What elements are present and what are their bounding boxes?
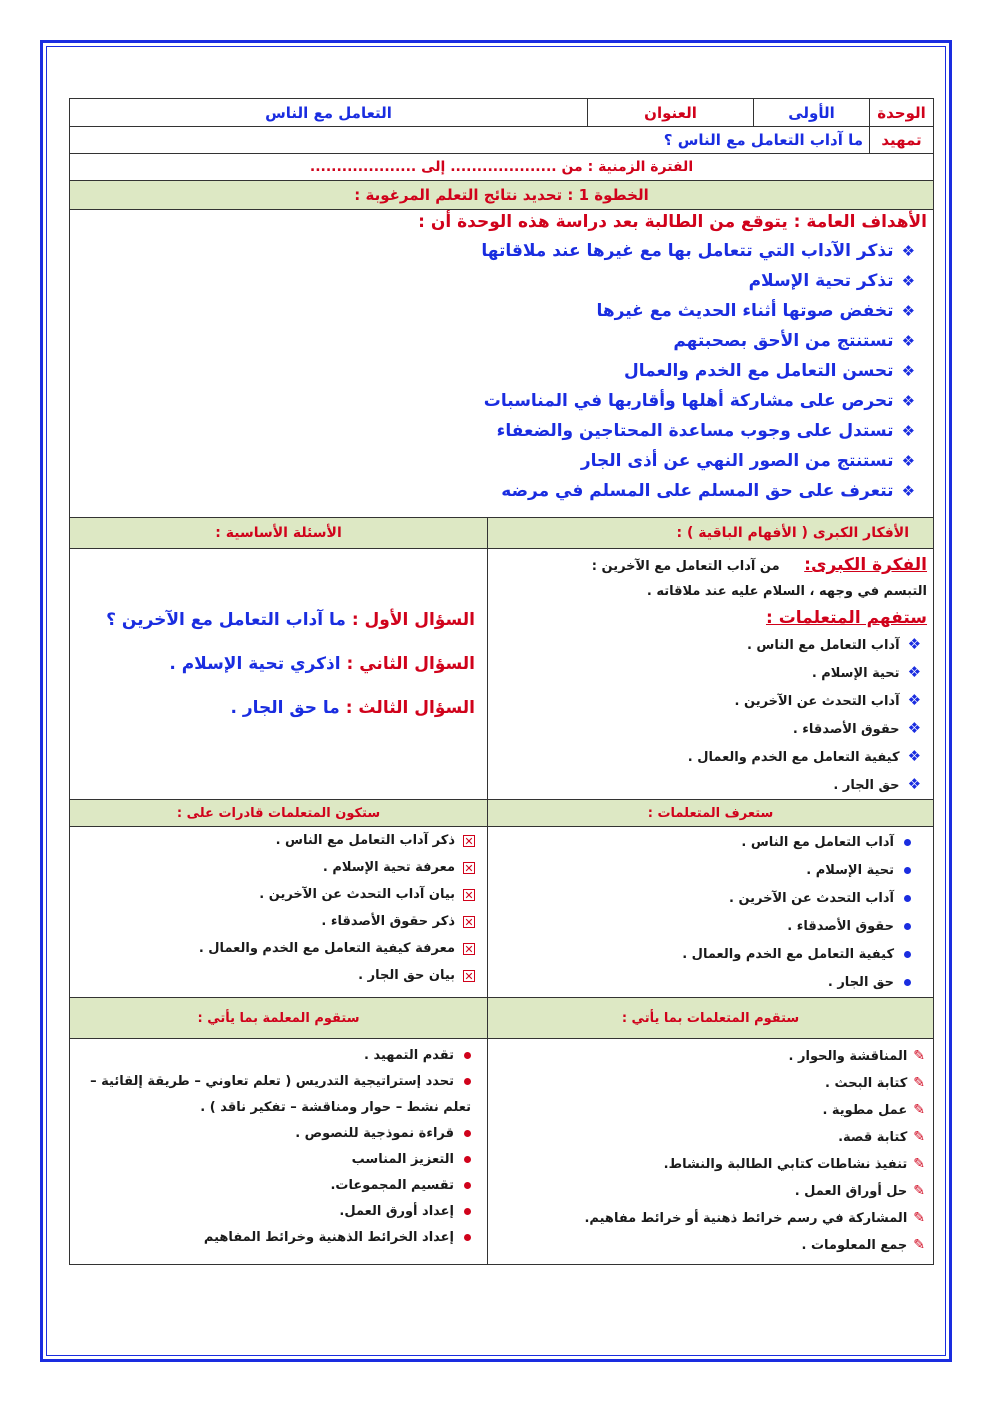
teacher-task-item: تقسيم المجموعات. [76,1173,471,1199]
student-tasks-head: ستقوم المتعلمات بما يأتي : [488,998,934,1039]
student-tasks-cell [488,1039,934,1265]
teacher-task-item: إعداد أورق العمل. [76,1199,471,1225]
skill-item: ✕بيان آداب التحدث عن الآخرين . [259,887,474,902]
bullet-dot-icon [464,1208,471,1215]
pencil-icon: ✎ [913,1183,926,1199]
skills-list [76,827,481,989]
checkbox-x-icon: ✕ [464,834,474,848]
student-task-item: ✎جمع المعلومات . [494,1232,925,1259]
student-task-item: ✎حل أوراق العمل . [494,1178,925,1205]
know-item: تحية الإسلام . [494,857,911,885]
diamond-bullet-icon: ❖ [907,747,922,765]
objective-item: ❖تخفض صوتها أثناء الحديث مع غيرها [76,296,915,326]
bullet-dot-icon [464,1182,471,1189]
diamond-bullet-icon: ❖ [901,302,916,320]
skill-item: ✕معرفة كيفية التعامل مع الخدم والعمال . [198,941,474,956]
checkbox-x-icon: ✕ [464,888,474,902]
pencil-icon: ✎ [913,1156,926,1172]
diamond-bullet-icon: ❖ [907,635,922,653]
questions-head: الأسئلة الأساسية : [70,518,488,549]
diamond-bullet-icon: ❖ [901,452,916,470]
ideas-questions-head-row [70,518,934,549]
know-item: حق الجار . [494,969,911,997]
bullet-dot-icon [904,839,911,846]
bullet-dot-icon [904,923,911,930]
pencil-icon: ✎ [913,1129,926,1145]
student-task-item: ✎تنفيذ نشاطات كتابي الطالبة والنشاط. [494,1151,925,1178]
big-ideas-cell [488,549,934,800]
pencil-icon: ✎ [913,1210,926,1226]
teacher-task-item: تقدم التمهيد . [76,1043,471,1069]
bullet-dot-icon [464,1052,471,1059]
objectives-title: الأهداف العامة : يتوقع من الطالبة بعد دراسة هذه الوحدة أن : [418,212,928,232]
objective-item: ❖تتعرف على حق المسلم على المسلم في مرضه [76,476,915,506]
unit-value: الأولى [754,99,870,127]
tasks-row [70,1039,934,1265]
unit-label: الوحدة [870,99,934,127]
know-head: ستعرف المتعلمات : [488,800,934,827]
skills-head: ستكون المتعلمات قادرات على : [70,800,488,827]
checkbox-x-icon: ✕ [464,969,474,983]
step1-row [70,181,934,210]
diamond-bullet-icon: ❖ [901,422,916,440]
title-value: التعامل مع الناس [70,99,588,127]
bullet-dot-icon [464,1156,471,1163]
bullet-dot-icon [904,951,911,958]
bullet-dot-icon [464,1130,471,1137]
student-task-item: ✎كتابة البحث . [494,1070,925,1097]
bullet-dot-icon [904,895,911,902]
objective-item: ❖تستنتج من الأحق بصحبتهم [76,326,915,356]
questions-cell [70,549,488,800]
diamond-bullet-icon: ❖ [901,482,916,500]
title-label: العنوان [588,99,754,127]
intro-row [70,127,934,154]
student-tasks-list [494,1043,927,1259]
checkbox-x-icon: ✕ [464,942,474,956]
diamond-bullet-icon: ❖ [901,332,916,350]
understand-item: ❖آداب التعامل مع الناس . [494,631,921,659]
understand-item: ❖آداب التحدث عن الآخرين . [494,687,921,715]
objectives-list [76,236,927,506]
time-row [70,154,934,181]
know-cell [488,827,934,998]
understand-item: ❖كيفية التعامل مع الخدم والعمال . [494,743,921,771]
checkbox-x-icon: ✕ [464,861,474,875]
skills-cell [70,827,488,998]
understand-item: ❖حق الجار . [494,771,921,799]
skill-item: ✕معرفة تحية الإسلام . [322,860,474,875]
objective-item: ❖تذكر تحية الإسلام [76,266,915,296]
know-list [494,829,927,997]
objectives-cell [70,210,934,518]
skill-item: ✕بيان حق الجار . [358,968,474,983]
big-idea-label: الفكرة الكبرى: [804,555,928,575]
teacher-tasks-head: ستقوم المعلمة بما يأتي : [70,998,488,1039]
student-task-item: ✎المشاركة في رسم خرائط ذهنية أو خرائط مفاهيم. [494,1205,925,1232]
tasks-head-row [70,998,934,1039]
diamond-bullet-icon: ❖ [907,663,922,681]
teacher-task-item: قراءة نموذجية للنصوص . [76,1121,471,1147]
teacher-task-item: تحدد إستراتيجية التدريس ( تعلم تعاوني – طريقة إلقائية – تعلم نشط – حوار ومناقشة – تفكير ناقد ) . [90,1074,472,1115]
understand-label: ستفهم المتعلمات : [765,608,928,628]
diamond-bullet-icon: ❖ [907,775,922,793]
big-idea-line1: من آداب التعامل مع الآخرين : [591,559,780,574]
step1-heading: الخطوة 1 : تحديد نتائج التعلم المرغوبة : [70,181,934,210]
pencil-icon: ✎ [913,1048,926,1064]
pencil-icon: ✎ [913,1075,926,1091]
teacher-task-item: إعداد الخرائط الذهنية وخرائط المفاهيم [76,1225,471,1251]
understand-list [494,631,927,799]
objective-item: ❖تحرص على مشاركة أهلها وأقاربها في المناسبات [76,386,915,416]
intro-label: تمهيد [870,127,934,154]
question-3: السؤال الثالث : ما حق الجار . [230,698,476,718]
checkbox-x-icon: ✕ [464,915,474,929]
question-2: السؤال الثاني : اذكري تحية الإسلام . [169,654,476,674]
diamond-bullet-icon: ❖ [901,242,916,260]
ideas-questions-row [70,549,934,800]
objective-item: ❖تستنتج من الصور النهي عن أذى الجار [76,446,915,476]
bullet-dot-icon [904,867,911,874]
diamond-bullet-icon: ❖ [907,719,922,737]
question-1: السؤال الأول : ما آداب التعامل مع الآخرين ؟ [106,610,476,630]
big-idea-line2: التبسم في وجهه ، السلام عليه عند ملاقاته . [646,584,928,599]
lesson-plan-table [69,98,934,1265]
student-task-item: ✎عمل مطوية . [494,1097,925,1124]
pencil-icon: ✎ [913,1102,926,1118]
pencil-icon: ✎ [913,1237,926,1253]
student-task-item: ✎كتابة قصة. [494,1124,925,1151]
know-item: آداب التعامل مع الناس . [494,829,911,857]
bullet-dot-icon [464,1234,471,1241]
diamond-bullet-icon: ❖ [907,691,922,709]
know-item: كيفية التعامل مع الخدم والعمال . [494,941,911,969]
know-skills-head-row [70,800,934,827]
header-row [70,99,934,127]
skill-item: ✕ذكر آداب التعامل مع الناس . [275,833,474,848]
diamond-bullet-icon: ❖ [901,272,916,290]
skill-item: ✕ذكر حقوق الأصدقاء . [321,914,474,929]
objective-item: ❖تذكر الآداب التي تتعامل بها مع غيرها عند ملاقاتها [76,236,915,266]
teacher-task-item: التعزيز المناسب [76,1147,471,1173]
teacher-tasks-list [76,1043,481,1251]
understand-item: ❖تحية الإسلام . [494,659,921,687]
intro-value: ما آداب التعامل مع الناس ؟ [70,127,870,154]
student-task-item: ✎المناقشة والحوار . [494,1043,925,1070]
know-skills-row [70,827,934,998]
know-item: حقوق الأصدقاء . [494,913,911,941]
teacher-tasks-cell [70,1039,488,1265]
objective-item: ❖تحسن التعامل مع الخدم والعمال [76,356,915,386]
bullet-dot-icon [904,979,911,986]
diamond-bullet-icon: ❖ [901,362,916,380]
bullet-dot-icon [464,1078,471,1085]
objectives-row [70,210,934,518]
objective-item: ❖تستدل على وجوب مساعدة المحتاجين والضعفاء [76,416,915,446]
time-period: الفترة الزمنية : من .................... إلى .................... [70,154,934,181]
diamond-bullet-icon: ❖ [901,392,916,410]
know-item: آداب التحدث عن الآخرين . [494,885,911,913]
understand-item: ❖حقوق الأصدقاء . [494,715,921,743]
big-ideas-head: الأفكار الكبرى ( الأفهام الباقية ) : [488,518,934,549]
